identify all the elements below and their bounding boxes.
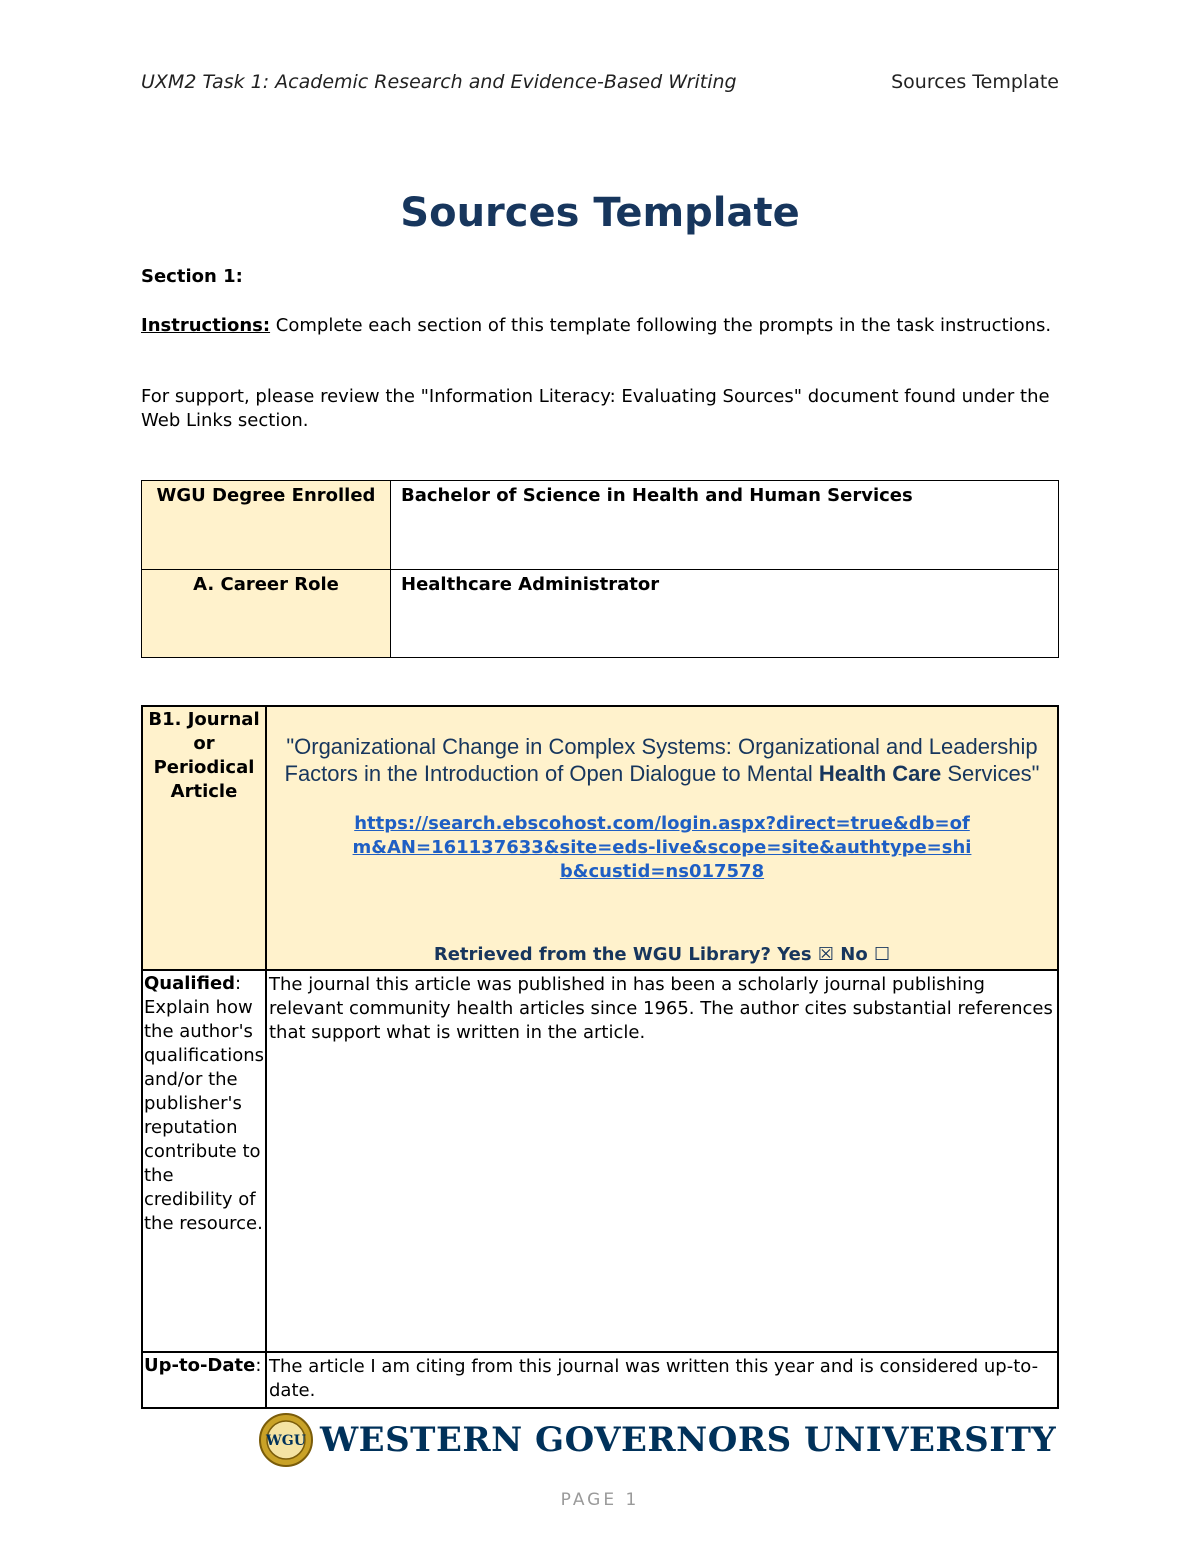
table-row xyxy=(142,481,1059,570)
uptodate-label-cell xyxy=(142,1352,266,1408)
retrieved-question xyxy=(269,944,1055,965)
instructions-text: Complete each section of this template following the prompts in the task instructions. xyxy=(270,315,1052,336)
table-row xyxy=(142,1352,1058,1408)
uptodate-label: Up-to-Date xyxy=(144,1355,256,1376)
support-paragraph: For support, please review the "Information Literacy: Evaluating Sources" document found under the Web Links section. xyxy=(141,386,1050,431)
table-row xyxy=(142,706,1058,970)
table-row xyxy=(142,570,1059,658)
wgu-seal-text: WGU xyxy=(266,1433,306,1449)
article-title-bold: Health Care xyxy=(818,761,942,786)
article-title: "Organizational Change in Complex Systems: Organizational and Leadership Factors in the Introduction of Open Dialogue to Mental Health Care Services" xyxy=(284,734,1040,786)
article-link[interactable]: https://search.ebscohost.com/login.aspx?direct=true&db=ofm&AN=161137633&site=eds-live&scope=site&authtype=shib&custid=ns017578 xyxy=(352,813,972,882)
page-number: PAGE 1 xyxy=(560,1490,640,1510)
retrieved-label: Retrieved from the WGU Library? Yes xyxy=(433,944,812,965)
qualified-label: Qualified xyxy=(144,973,236,994)
qualified-prompt: : Explain how the author's qualifications and/or the publisher's reputation contribute to the credibility of the resource. xyxy=(144,973,264,1234)
career-role-label: A. Career Role xyxy=(142,570,391,658)
wgu-logo-text: WESTERN GOVERNORS UNIVERSITY xyxy=(320,1420,1057,1460)
instructions-paragraph xyxy=(141,314,1061,338)
page-title: Sources Template xyxy=(400,190,800,236)
degree-table xyxy=(141,480,1059,658)
wgu-logo xyxy=(258,1412,1057,1468)
degree-label: WGU Degree Enrolled xyxy=(142,481,391,570)
degree-value[interactable]: Bachelor of Science in Health and Human Services xyxy=(391,481,1059,570)
yes-checkbox[interactable]: ☒ xyxy=(817,944,834,965)
journal-article-label: B1. Journal or Periodical Article xyxy=(142,706,266,970)
qualified-label-cell xyxy=(142,970,266,1352)
career-role-value[interactable]: Healthcare Administrator xyxy=(391,570,1059,658)
uptodate-colon: : xyxy=(255,1355,262,1376)
no-checkbox[interactable]: ☐ xyxy=(873,944,891,965)
section-label: Section 1: xyxy=(141,266,243,287)
instructions-label: Instructions: xyxy=(141,315,271,336)
uptodate-answer[interactable]: The article I am citing from this journal was written this year and is considered up-to-date. xyxy=(266,1352,1058,1408)
source-table xyxy=(141,705,1059,1409)
qualified-answer[interactable]: The journal this article was published in has been a scholarly journal publishing relevant community health articles since 1965. The author cites substantial references that support what is written in the article. xyxy=(266,970,1058,1352)
wgu-seal-icon xyxy=(258,1412,314,1468)
table-row xyxy=(142,970,1058,1352)
header-doc-name: Sources Template xyxy=(891,71,1059,93)
header-course-title: UXM2 Task 1: Academic Research and Evidence-Based Writing xyxy=(141,71,737,93)
article-cell[interactable] xyxy=(266,706,1058,970)
no-label: No xyxy=(840,944,868,965)
